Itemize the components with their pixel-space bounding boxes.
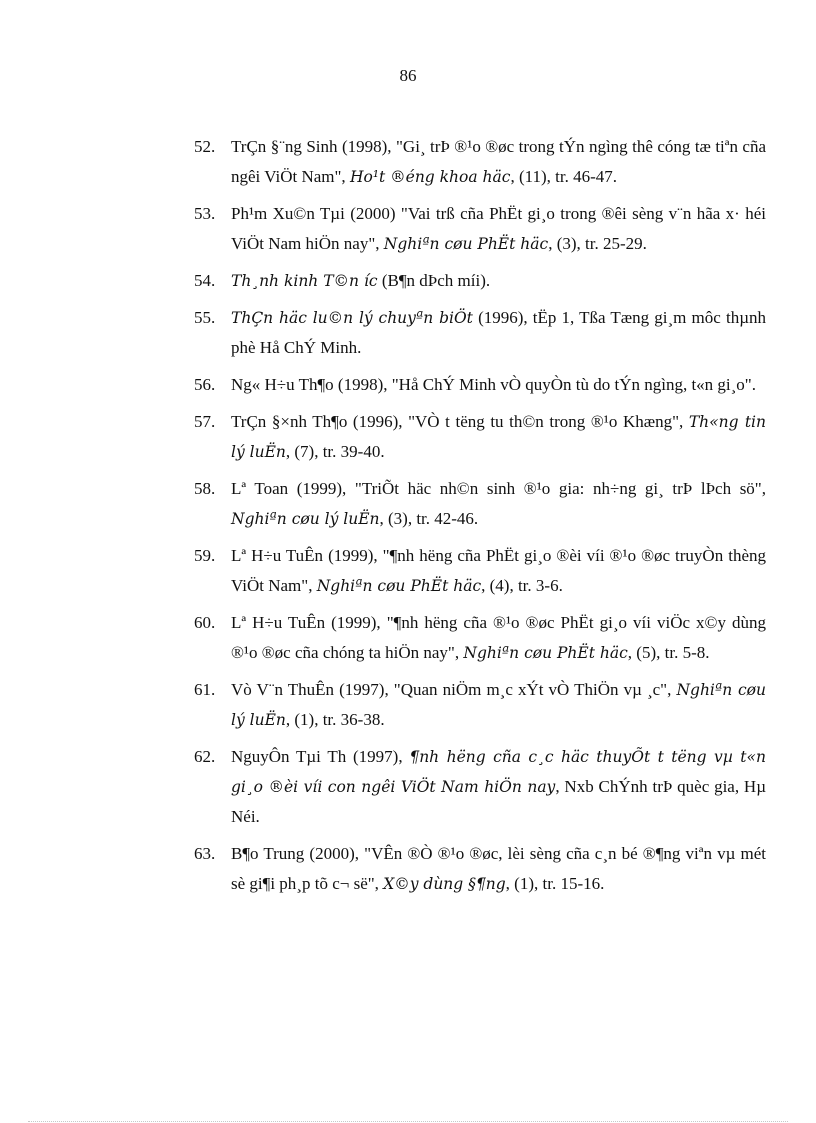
- reference-list: [152, 132, 766, 906]
- reference-item: [152, 303, 766, 363]
- reference-text: , (5), tr. 5-8.: [627, 643, 710, 662]
- reference-number: 54.: [194, 271, 216, 290]
- reference-text: Lª Toan (1999), "TriÕt häc nh©n sinh ®¹o gia: nh÷ng gi¸ trÞ lÞch sö",: [231, 479, 766, 498]
- reference-title-italic: Nghiªn cøu PhËt häc: [463, 644, 628, 662]
- reference-text: , (3), tr. 42-46.: [379, 509, 479, 528]
- reference-number: 61.: [194, 680, 216, 699]
- page-number: 86: [399, 66, 417, 85]
- reference-title-italic: Th«ng tin lý luËn: [231, 413, 766, 461]
- reference-text: , (1), tr. 15-16.: [505, 874, 605, 893]
- reference-number: 59.: [194, 546, 216, 565]
- reference-number: 60.: [194, 613, 216, 632]
- reference-item: [152, 266, 766, 296]
- reference-item: [152, 839, 766, 899]
- reference-text: Ph¹m Xu©n Tµi (2000) "Vai trß cña PhËt gi¸o trong ®êi sèng v¨n hãa x· héi ViÖt Nam hiÖn nay",: [231, 204, 766, 253]
- reference-item: [152, 199, 766, 259]
- reference-text: , (4), tr. 3-6.: [481, 576, 563, 595]
- reference-number: 56.: [194, 375, 216, 394]
- reference-text: TrÇn §¨ng Sinh (1998), "Gi¸ trÞ ®¹o ®øc trong tÝn ngìng thê cóng tæ tiªn cña ngêi ViÖt Nam",: [231, 137, 766, 186]
- reference-item: [152, 132, 766, 192]
- reference-text: Vò V¨n ThuÊn (1997), "Quan niÖm m¸c xÝt vÒ ThiÖn vµ ¸c",: [231, 680, 677, 699]
- reference-title-italic: X©y dùng §¶ng: [383, 875, 506, 893]
- reference-title-italic: Nghiªn cøu PhËt häc: [316, 577, 482, 595]
- reference-text: , (7), tr. 39-40.: [285, 442, 385, 461]
- reference-item: [152, 608, 766, 668]
- reference-number: 52.: [194, 137, 216, 156]
- reference-title-italic: Nghiªn cøu lý luËn: [231, 510, 380, 528]
- reference-text: NguyÔn Tµi Th (1997),: [231, 747, 410, 766]
- reference-item: [152, 541, 766, 601]
- reference-number: 53.: [194, 204, 216, 223]
- reference-title-italic: Th¸nh kinh T©n íc: [231, 272, 378, 290]
- reference-item: [152, 675, 766, 735]
- reference-text: , (1), tr. 36-38.: [285, 710, 385, 729]
- reference-title-italic: Nghiªn cøu lý luËn: [231, 681, 767, 729]
- reference-text: (1996), tËp 1, Tßa Tæng gi¸m môc thµnh phè Hå ChÝ Minh.: [231, 308, 766, 357]
- reference-title-italic: Ho¹t ®éng khoa häc: [349, 168, 511, 186]
- page-bottom-divider: [28, 1121, 788, 1122]
- reference-item: [152, 474, 766, 534]
- reference-number: 63.: [194, 844, 216, 863]
- reference-text: (B¶n dÞch míi).: [377, 271, 491, 290]
- reference-item: [152, 407, 766, 467]
- reference-title-italic: Nghiªn cøu PhËt häc: [383, 235, 549, 253]
- reference-number: 62.: [194, 747, 216, 766]
- reference-text: , (3), tr. 25-29.: [548, 234, 647, 253]
- reference-text: Lª H÷u TuÊn (1999), "¶nh hëng cña PhËt gi¸o ®èi víi ®¹o ®øc truyÒn thèng ViÖt Nam",: [231, 546, 766, 595]
- reference-number: 57.: [194, 412, 216, 431]
- reference-item: [152, 742, 766, 832]
- reference-title-italic: ¶nh hëng cña c¸c häc thuyÕt t tëng vµ t«n gi¸o ®èi víi con ngêi ViÖt Nam hiÖn nay: [231, 748, 766, 796]
- reference-item: [152, 370, 766, 400]
- reference-text: TrÇn §×nh Th¶o (1996), "VÒ t tëng tu th©n trong ®¹o Khæng",: [231, 412, 689, 431]
- reference-text: Lª H÷u TuÊn (1999), "¶nh hëng cña ®¹o ®øc PhËt gi¸o víi viÖc x©y dùng ®¹o ®øc cña chóng ta hiÖn nay",: [231, 613, 766, 662]
- reference-text: Ng« H÷u Th¶o (1998), "Hå ChÝ Minh vÒ quyÒn tù do tÝn ngìng, t«n gi¸o".: [231, 375, 756, 394]
- reference-number: 58.: [194, 479, 216, 498]
- reference-text: , Nxb ChÝnh trÞ quèc gia, Hµ Néi.: [231, 777, 766, 826]
- reference-text: , (11), tr. 46-47.: [510, 167, 618, 186]
- reference-title-italic: ThÇn häc lu©n lý chuyªn biÖt: [231, 309, 473, 327]
- reference-number: 55.: [194, 308, 216, 327]
- reference-text: B¶o Trung (2000), "VÊn ®Ò ®¹o ®øc, lèi sèng cña c¸n bé ®¶ng viªn vµ mét sè gi¶i ph¸p tõ c¬ së",: [231, 844, 766, 893]
